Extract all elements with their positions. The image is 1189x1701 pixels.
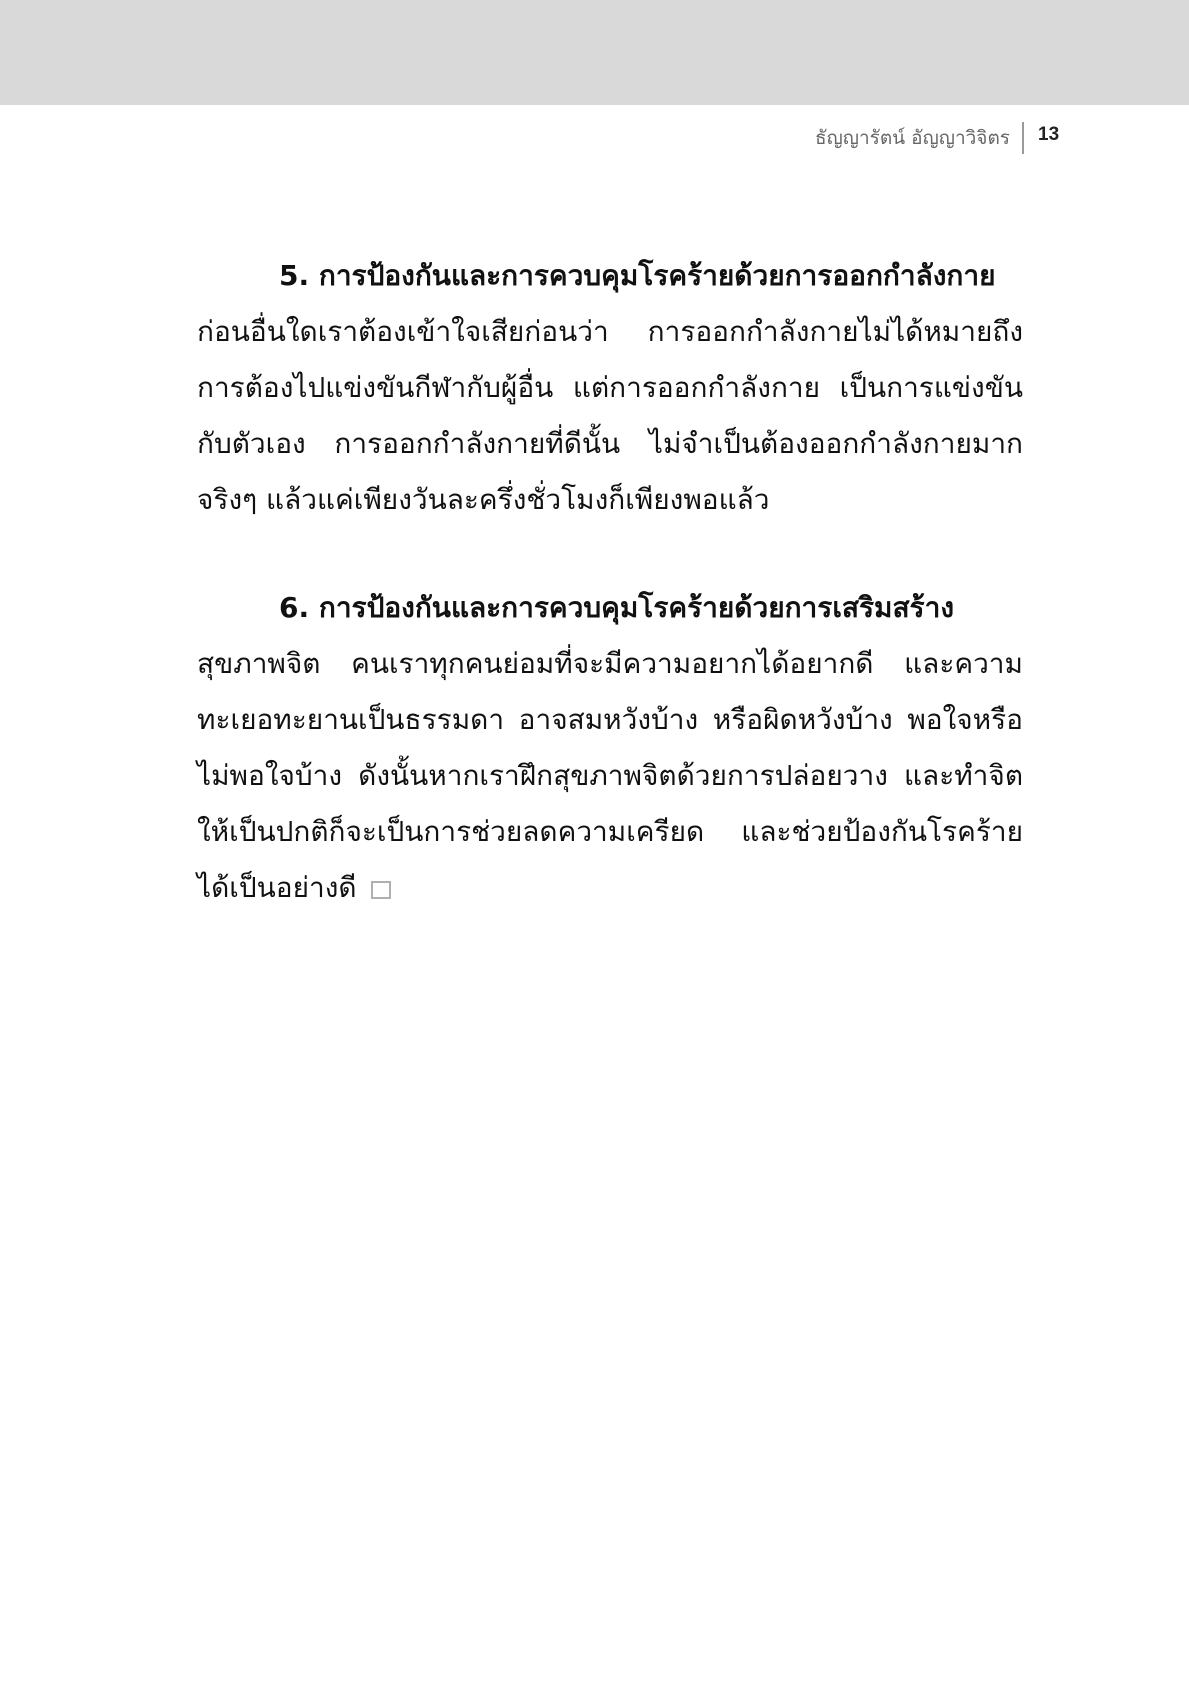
page-number: 13 xyxy=(1038,124,1060,145)
section-body: สุขภาพจิต คนเราทุกคนย่อมที่จะมีความอยากได้อยากดี และความทะเยอทะยานเป็นธรรมดา อาจสมหวังบ้าง หรือผิดหวังบ้าง พอใจหรือไม่พอใจบ้าง ดังนั้นหากเราฝึกสุขภาพจิตด้วยการปล่อยวาง และทำจิตให้เป็นปกติก็จะเป็นการช่วยลดความเครียด และช่วยป้องกันโรคร้ายได้เป็นอย่างดี xyxy=(197,647,1023,904)
header-divider xyxy=(1022,122,1024,154)
section-heading: 6. การป้องกันและการควบคุมโรคร้ายด้วยการเสริมสร้าง xyxy=(279,591,954,624)
section-6 xyxy=(197,580,1023,916)
running-head xyxy=(815,122,1024,154)
section-body: ก่อนอื่นใดเราต้องเข้าใจเสียก่อนว่า การออกกำลังกายไม่ได้หมายถึงการต้องไปแข่งขันกีฬากับผู้อื่น แต่การออกกำลังกาย เป็นการแข่งขันกับตัวเอง การออกกำลังกายที่ดีนั้น ไม่จำเป็นต้องออกกำลังกายมากจริงๆ แล้วแค่เพียงวันละครึ่งชั่วโมงก็เพียงพอแล้ว xyxy=(197,315,1023,516)
end-of-article-icon xyxy=(371,881,391,899)
section-heading: 5. การป้องกันและการควบคุมโรคร้ายด้วยการออกกำลังกาย xyxy=(279,259,996,292)
author-name: ธัญญารัตน์ อัญญาวิจิตร xyxy=(814,127,1010,149)
page-content xyxy=(197,248,1023,916)
section-5 xyxy=(197,248,1023,528)
header-band xyxy=(0,0,1189,105)
